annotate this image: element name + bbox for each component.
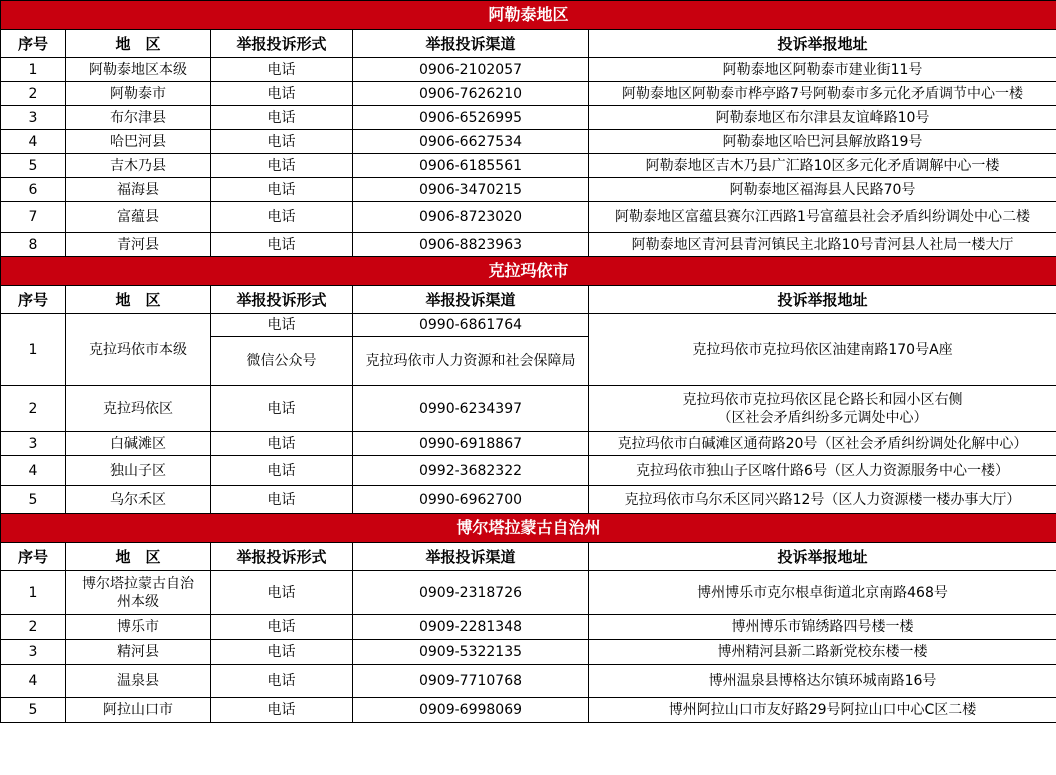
table-row [1,106,1056,130]
cell-channel: 0990-6918867 [353,432,589,456]
header-no: 序号 [1,30,66,58]
section-title-row [1,1,1056,30]
header-region: 地 区 [66,30,211,58]
cell-address: 博州阿拉山口市友好路29号阿拉山口中心C区二楼 [589,698,1056,723]
cell-no: 5 [1,486,66,514]
cell-address: 阿勒泰地区青河县青河镇民主北路10号青河县人社局一楼大厅 [589,233,1056,257]
table-row [1,665,1056,698]
header-no: 序号 [1,543,66,571]
cell-form: 电话 [211,314,353,337]
cell-form: 电话 [211,615,353,640]
cell-no: 1 [1,314,66,386]
cell-no: 5 [1,154,66,178]
cell-form: 电话 [211,571,353,615]
cell-region: 独山子区 [66,456,211,486]
cell-region [66,571,211,615]
table-row [1,571,1056,615]
header-row [1,286,1056,314]
cell-no: 4 [1,130,66,154]
cell-channel: 0990-6234397 [353,386,589,432]
cell-form: 微信公众号 [211,337,353,386]
cell-form: 电话 [211,456,353,486]
cell-address: 博州精河县新二路新党校东楼一楼 [589,640,1056,665]
cell-no: 8 [1,233,66,257]
cell-channel: 0990-6861764 [353,314,589,337]
table-row [1,698,1056,723]
cell-no: 4 [1,665,66,698]
cell-region: 福海县 [66,178,211,202]
cell-region: 博乐市 [66,615,211,640]
cell-no: 2 [1,386,66,432]
cell-form: 电话 [211,386,353,432]
cell-form: 电话 [211,58,353,82]
table-row [1,233,1056,257]
header-channel: 举报投诉渠道 [353,30,589,58]
cell-address: 博州博乐市锦绣路四号楼一楼 [589,615,1056,640]
cell-no: 2 [1,615,66,640]
cell-form: 电话 [211,640,353,665]
header-no: 序号 [1,286,66,314]
cell-channel: 0906-7626210 [353,82,589,106]
table-row [1,386,1056,432]
cell-channel: 0992-3682322 [353,456,589,486]
cell-channel: 0909-2281348 [353,615,589,640]
header-row [1,30,1056,58]
cell-channel: 0906-6627534 [353,130,589,154]
header-row [1,543,1056,571]
address-line: 克拉玛依市克拉玛依区昆仑路长和园小区右侧 [682,391,963,408]
cell-channel: 0906-2102057 [353,58,589,82]
cell-address: 克拉玛依市克拉玛依区油建南路170号A座 [589,314,1056,386]
cell-channel: 0906-8823963 [353,233,589,257]
cell-address: 克拉玛依市独山子区喀什路6号（区人力资源服务中心一楼） [589,456,1056,486]
header-form: 举报投诉形式 [211,286,353,314]
cell-channel: 克拉玛依市人力资源和社会保障局 [353,337,589,386]
cell-form: 电话 [211,233,353,257]
cell-address: 阿勒泰地区吉木乃县广汇路10区多元化矛盾调解中心一楼 [589,154,1056,178]
cell-region: 富蕴县 [66,202,211,233]
cell-region: 布尔津县 [66,106,211,130]
cell-channel: 0906-6185561 [353,154,589,178]
cell-address: 阿勒泰地区阿勒泰市桦亭路7号阿勒泰市多元化矛盾调节中心一楼 [589,82,1056,106]
table-row [1,130,1056,154]
table-row [1,432,1056,456]
cell-no: 3 [1,106,66,130]
cell-address: 博州温泉县博格达尔镇环城南路16号 [589,665,1056,698]
cell-region: 精河县 [66,640,211,665]
cell-address: 克拉玛依市乌尔禾区同兴路12号（区人力资源楼一楼办事大厅） [589,486,1056,514]
cell-address: 阿勒泰地区哈巴河县解放路19号 [589,130,1056,154]
table-row [1,82,1056,106]
cell-no: 2 [1,82,66,106]
cell-address [589,386,1056,432]
header-address: 投诉举报地址 [589,30,1056,58]
section-title: 博尔塔拉蒙古自治州 [1,514,1056,543]
cell-no: 4 [1,456,66,486]
header-address: 投诉举报地址 [589,286,1056,314]
cell-form: 电话 [211,106,353,130]
cell-address: 博州博乐市克尔根卓街道北京南路468号 [589,571,1056,615]
cell-form: 电话 [211,665,353,698]
cell-no: 5 [1,698,66,723]
cell-region: 乌尔禾区 [66,486,211,514]
cell-no: 6 [1,178,66,202]
cell-region: 哈巴河县 [66,130,211,154]
header-region: 地 区 [66,286,211,314]
cell-region: 阿拉山口市 [66,698,211,723]
cell-channel: 0906-8723020 [353,202,589,233]
table-row [1,202,1056,233]
cell-region: 克拉玛依区 [66,386,211,432]
cell-channel: 0909-2318726 [353,571,589,615]
table-row [1,58,1056,82]
cell-form: 电话 [211,432,353,456]
cell-address: 克拉玛依市白碱滩区通荷路20号（区社会矛盾纠纷调处化解中心） [589,432,1056,456]
cell-no: 1 [1,58,66,82]
cell-form: 电话 [211,698,353,723]
cell-channel: 0909-5322135 [353,640,589,665]
cell-form: 电话 [211,202,353,233]
cell-region: 阿勒泰地区本级 [66,58,211,82]
header-form: 举报投诉形式 [211,30,353,58]
cell-form: 电话 [211,178,353,202]
table-row [1,486,1056,514]
table-row [1,178,1056,202]
cell-channel: 0909-6998069 [353,698,589,723]
header-region: 地 区 [66,543,211,571]
section-title: 阿勒泰地区 [1,1,1056,30]
cell-channel: 0909-7710768 [353,665,589,698]
header-channel: 举报投诉渠道 [353,543,589,571]
cell-form: 电话 [211,82,353,106]
region-line: 博尔塔拉蒙古自治 [82,575,194,592]
cell-no: 3 [1,432,66,456]
table-row [1,154,1056,178]
cell-address: 阿勒泰地区布尔津县友谊峰路10号 [589,106,1056,130]
cell-region: 青河县 [66,233,211,257]
cell-address: 阿勒泰地区福海县人民路70号 [589,178,1056,202]
cell-channel: 0906-6526995 [353,106,589,130]
header-form: 举报投诉形式 [211,543,353,571]
cell-form: 电话 [211,130,353,154]
table-row [1,456,1056,486]
table-row [1,640,1056,665]
cell-channel: 0990-6962700 [353,486,589,514]
header-channel: 举报投诉渠道 [353,286,589,314]
address-line: （区社会矛盾纠纷多元调处中心） [717,409,928,426]
table-row [1,314,1056,337]
header-address: 投诉举报地址 [589,543,1056,571]
cell-region: 阿勒泰市 [66,82,211,106]
cell-address: 阿勒泰地区富蕴县赛尔江西路1号富蕴县社会矛盾纠纷调处中心二楼 [589,202,1056,233]
section-title: 克拉玛依市 [1,257,1056,286]
cell-region: 温泉县 [66,665,211,698]
cell-address: 阿勒泰地区阿勒泰市建业街11号 [589,58,1056,82]
region-line: 州本级 [117,593,159,610]
section-title-row [1,514,1056,543]
cell-form: 电话 [211,486,353,514]
cell-no: 3 [1,640,66,665]
cell-region: 克拉玛依市本级 [66,314,211,386]
cell-channel: 0906-3470215 [353,178,589,202]
cell-region: 白碱滩区 [66,432,211,456]
cell-region: 吉木乃县 [66,154,211,178]
cell-form: 电话 [211,154,353,178]
table-row [1,615,1056,640]
section-title-row [1,257,1056,286]
cell-no: 7 [1,202,66,233]
cell-no: 1 [1,571,66,615]
